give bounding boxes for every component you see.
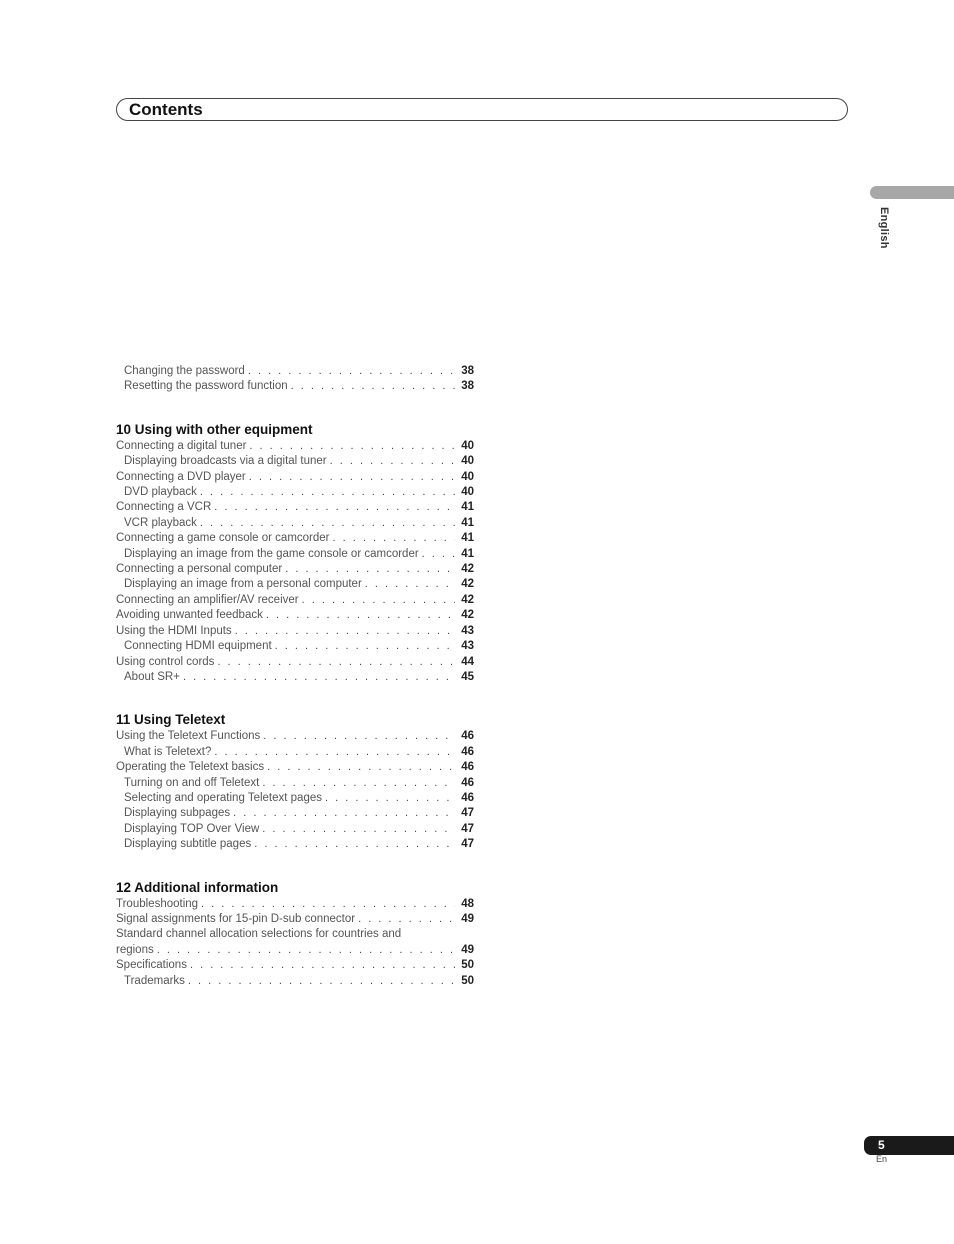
toc-entry[interactable]: Displaying subtitle pages . . . 47 (116, 837, 474, 852)
section-title: 12 Additional information (116, 879, 279, 895)
toc-entry[interactable]: Using the HDMI Inputs . . . 43 (116, 624, 474, 639)
toc-entry[interactable]: VCR playback . . . 41 (116, 516, 474, 531)
toc-section-11 (116, 711, 474, 852)
toc-entry[interactable]: Resetting the password function . . . 38 (116, 379, 474, 394)
toc-entry[interactable]: regions . . . 49 (116, 943, 474, 958)
toc-entry[interactable]: Displaying broadcasts via a digital tuner . . . 40 (116, 454, 474, 469)
toc-section-10 (116, 421, 474, 686)
toc-entry[interactable]: DVD playback . . . 40 (116, 485, 474, 500)
section-title: 11 Using Teletext (116, 712, 226, 728)
toc-entry[interactable]: Displaying an image from a personal computer . . . 42 (116, 577, 474, 592)
page-number-tab (864, 1136, 954, 1155)
toc-entry[interactable]: Troubleshooting . . . 48 (116, 897, 474, 912)
toc-entry[interactable]: Connecting a digital tuner . . . 40 (116, 439, 474, 454)
toc-section-12 (116, 879, 474, 989)
page-title: Contents (129, 100, 203, 119)
page-number: 5 (878, 1138, 885, 1152)
toc-entry[interactable]: Avoiding unwanted feedback . . . 42 (116, 608, 474, 623)
section-title: 10 Using with other equipment (116, 421, 313, 437)
page-language-code: En (876, 1154, 888, 1164)
toc-entry[interactable]: Displaying subpages . . . 47 (116, 806, 474, 821)
toc-entry[interactable]: Turning on and off Teletext . . . 46 (116, 776, 474, 791)
toc-entry[interactable]: Changing the password . . . 38 (116, 364, 474, 379)
toc-entry-wrapped-line[interactable]: Standard channel allocation selections for countries and (116, 928, 402, 941)
toc-entry[interactable]: Trademarks . . . 50 (116, 974, 474, 989)
toc-entry[interactable]: Connecting a VCR . . . 41 (116, 500, 474, 515)
toc-entry[interactable]: Selecting and operating Teletext pages . . . 46 (116, 791, 474, 806)
contents-title-box (116, 98, 848, 121)
toc-entry[interactable]: Connecting a personal computer . . . 42 (116, 562, 474, 577)
toc-entry[interactable]: What is Teletext? . . . 46 (116, 745, 474, 760)
toc-entry[interactable]: Connecting HDMI equipment . . . 43 (116, 639, 474, 654)
toc-entry[interactable]: Signal assignments for 15-pin D-sub connector . . . 49 (116, 912, 474, 927)
toc-entry[interactable]: Specifications . . . 50 (116, 958, 474, 973)
table-of-contents (116, 364, 474, 989)
toc-entry[interactable]: Operating the Teletext basics . . . 46 (116, 760, 474, 775)
toc-entry[interactable]: Connecting an amplifier/AV receiver . . . 42 (116, 593, 474, 608)
toc-entry[interactable]: Displaying TOP Over View . . . 47 (116, 822, 474, 837)
toc-entry[interactable]: Displaying an image from the game console or camcorder . . . 41 (116, 547, 474, 562)
toc-entry[interactable]: Connecting a game console or camcorder . . . 41 (116, 531, 474, 546)
language-tab (870, 186, 954, 199)
toc-intro (116, 364, 474, 395)
toc-entry[interactable]: Using control cords . . . 44 (116, 655, 474, 670)
toc-entry[interactable]: Connecting a DVD player . . . 40 (116, 470, 474, 485)
toc-entry[interactable]: About SR+ . . . 45 (116, 670, 474, 685)
toc-entry[interactable]: Using the Teletext Functions . . . 46 (116, 729, 474, 744)
language-label: English (878, 207, 890, 249)
